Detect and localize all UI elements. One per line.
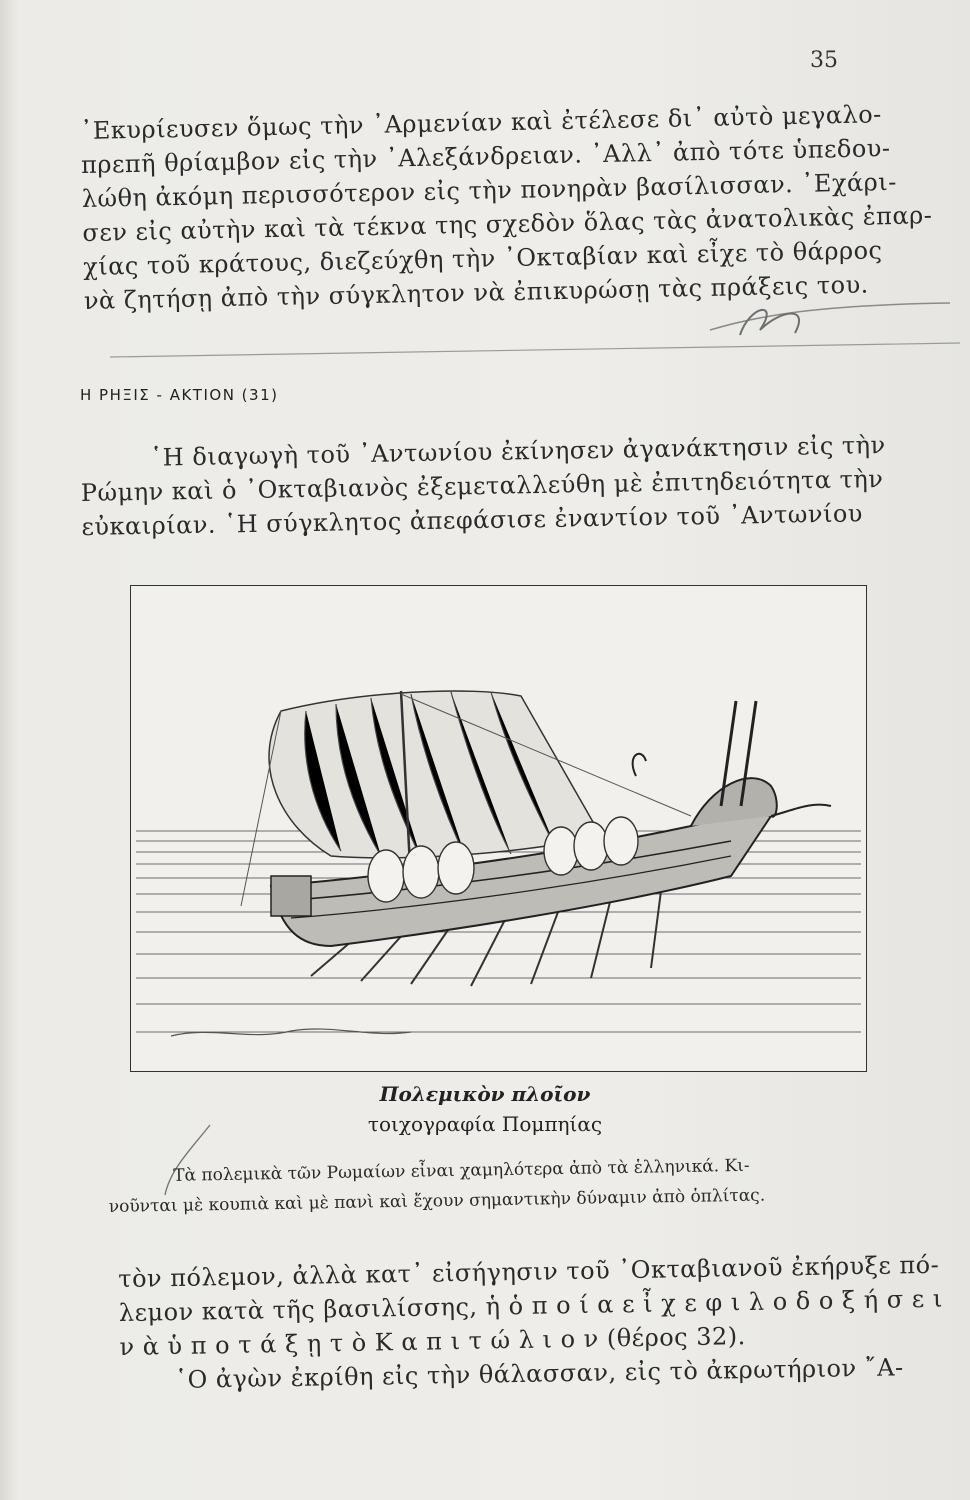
text-line: πρεπῆ θρίαμβον εἰς τὴν ᾿Αλεξάνδρειαν. ᾿Αλλ᾿ ἀπὸ τότε ὑπεδου- xyxy=(80,134,891,179)
text-line: ῾Ο ἀγὼν ἐκρίθη εἰς τὴν θάλασσαν, εἰς τὸ ἀκρωτήριον ῎Α- xyxy=(174,1353,904,1395)
text-line: ᾿Εκυρίευσεν ὅμως τὴν ᾿Αρμενίαν καὶ ἐτέλεσε δι᾿ αὐτὸ μεγαλο- xyxy=(80,100,883,145)
text-line: λώθη ἀκόμη περισσότερον εἰς τὴν πονηρὰν βασίλισσαν. ᾿Εχάρι- xyxy=(81,167,898,213)
page-number: 35 xyxy=(810,48,838,73)
text-line: ν ὰ ὑ π ο τ ά ξ ῃ τ ὸ Κ α π ι τ ώ λ ι ο ν (θέρος 32). xyxy=(119,1322,746,1361)
text-line: ῾Η διαγωγὴ τοῦ ᾿Αντωνίου ἐκίνησεν ἀγανάκτησιν εἰς τὴν xyxy=(150,430,886,472)
text-line: εὐκαιρίαν. ῾Η σύγκλητος ἀπεφάσισε ἐναντίον τοῦ ᾿Αντωνίου xyxy=(81,499,864,541)
note-line: νοῦνται μὲ κουπιὰ καὶ μὲ πανὶ καὶ ἔχουν σημαντικὴν δύναμιν ἀπὸ ὁπλίτας. xyxy=(108,1185,766,1217)
warship-drawing xyxy=(131,586,866,1071)
text-line: νὰ ζητήσῃ ἀπὸ τὴν σύγκλητον νὰ ἐπικυρώσῃ τὰς πράξεις του. xyxy=(83,270,870,315)
text-line: λεμον κατὰ τῆς βασιλίσσης, ἡ ὁ π ο ί α ε ἶ χ ε φ ι λ ο δ ο ξ ή σ ε ι xyxy=(118,1284,943,1327)
pen-underline-icon xyxy=(100,335,970,365)
text-line: τὸν πόλεμον, ἀλλὰ κατ᾿ εἰσήγησιν τοῦ ᾿Οκταβιανοῦ ἐκήρυξε πό- xyxy=(118,1250,940,1293)
section-heading: Η ΡΗΞΙΣ - ΑΚΤΙΟΝ (31) xyxy=(80,386,279,404)
warship-illustration xyxy=(130,585,867,1072)
text-line: Ρώμην καὶ ὁ ᾿Οκταβιανὸς ἐξεμεταλλεύθη μὲ ἐπιτηδειότητα τὴν xyxy=(80,464,884,507)
note-line: Τὰ πολεμικὰ τῶν Ρωμαίων εἶναι χαμηλότερα ἀπὸ τὰ ἑλληνικά. Κι- xyxy=(173,1155,750,1186)
figure-note xyxy=(108,1148,889,1222)
text-line: σεν εἰς αὐτὴν καὶ τὰ τέκνα της σχεδὸν ὅλας τὰς ἀνατολικὰς ἐπαρ- xyxy=(82,201,933,247)
figure-caption-title: Πολεμικὸν πλοῖον xyxy=(379,1082,591,1106)
paragraph-3 xyxy=(118,1249,943,1398)
text-line: χίας τοῦ κράτους, διεζεύχθη τὴν ᾿Οκταβίαν καὶ εἶχε τὸ θάρρος xyxy=(82,236,883,281)
figure-caption-subtitle: τοιχογραφία Πομπηίας xyxy=(367,1112,603,1136)
paragraph-1 xyxy=(80,97,933,318)
paragraph-2 xyxy=(80,428,886,544)
